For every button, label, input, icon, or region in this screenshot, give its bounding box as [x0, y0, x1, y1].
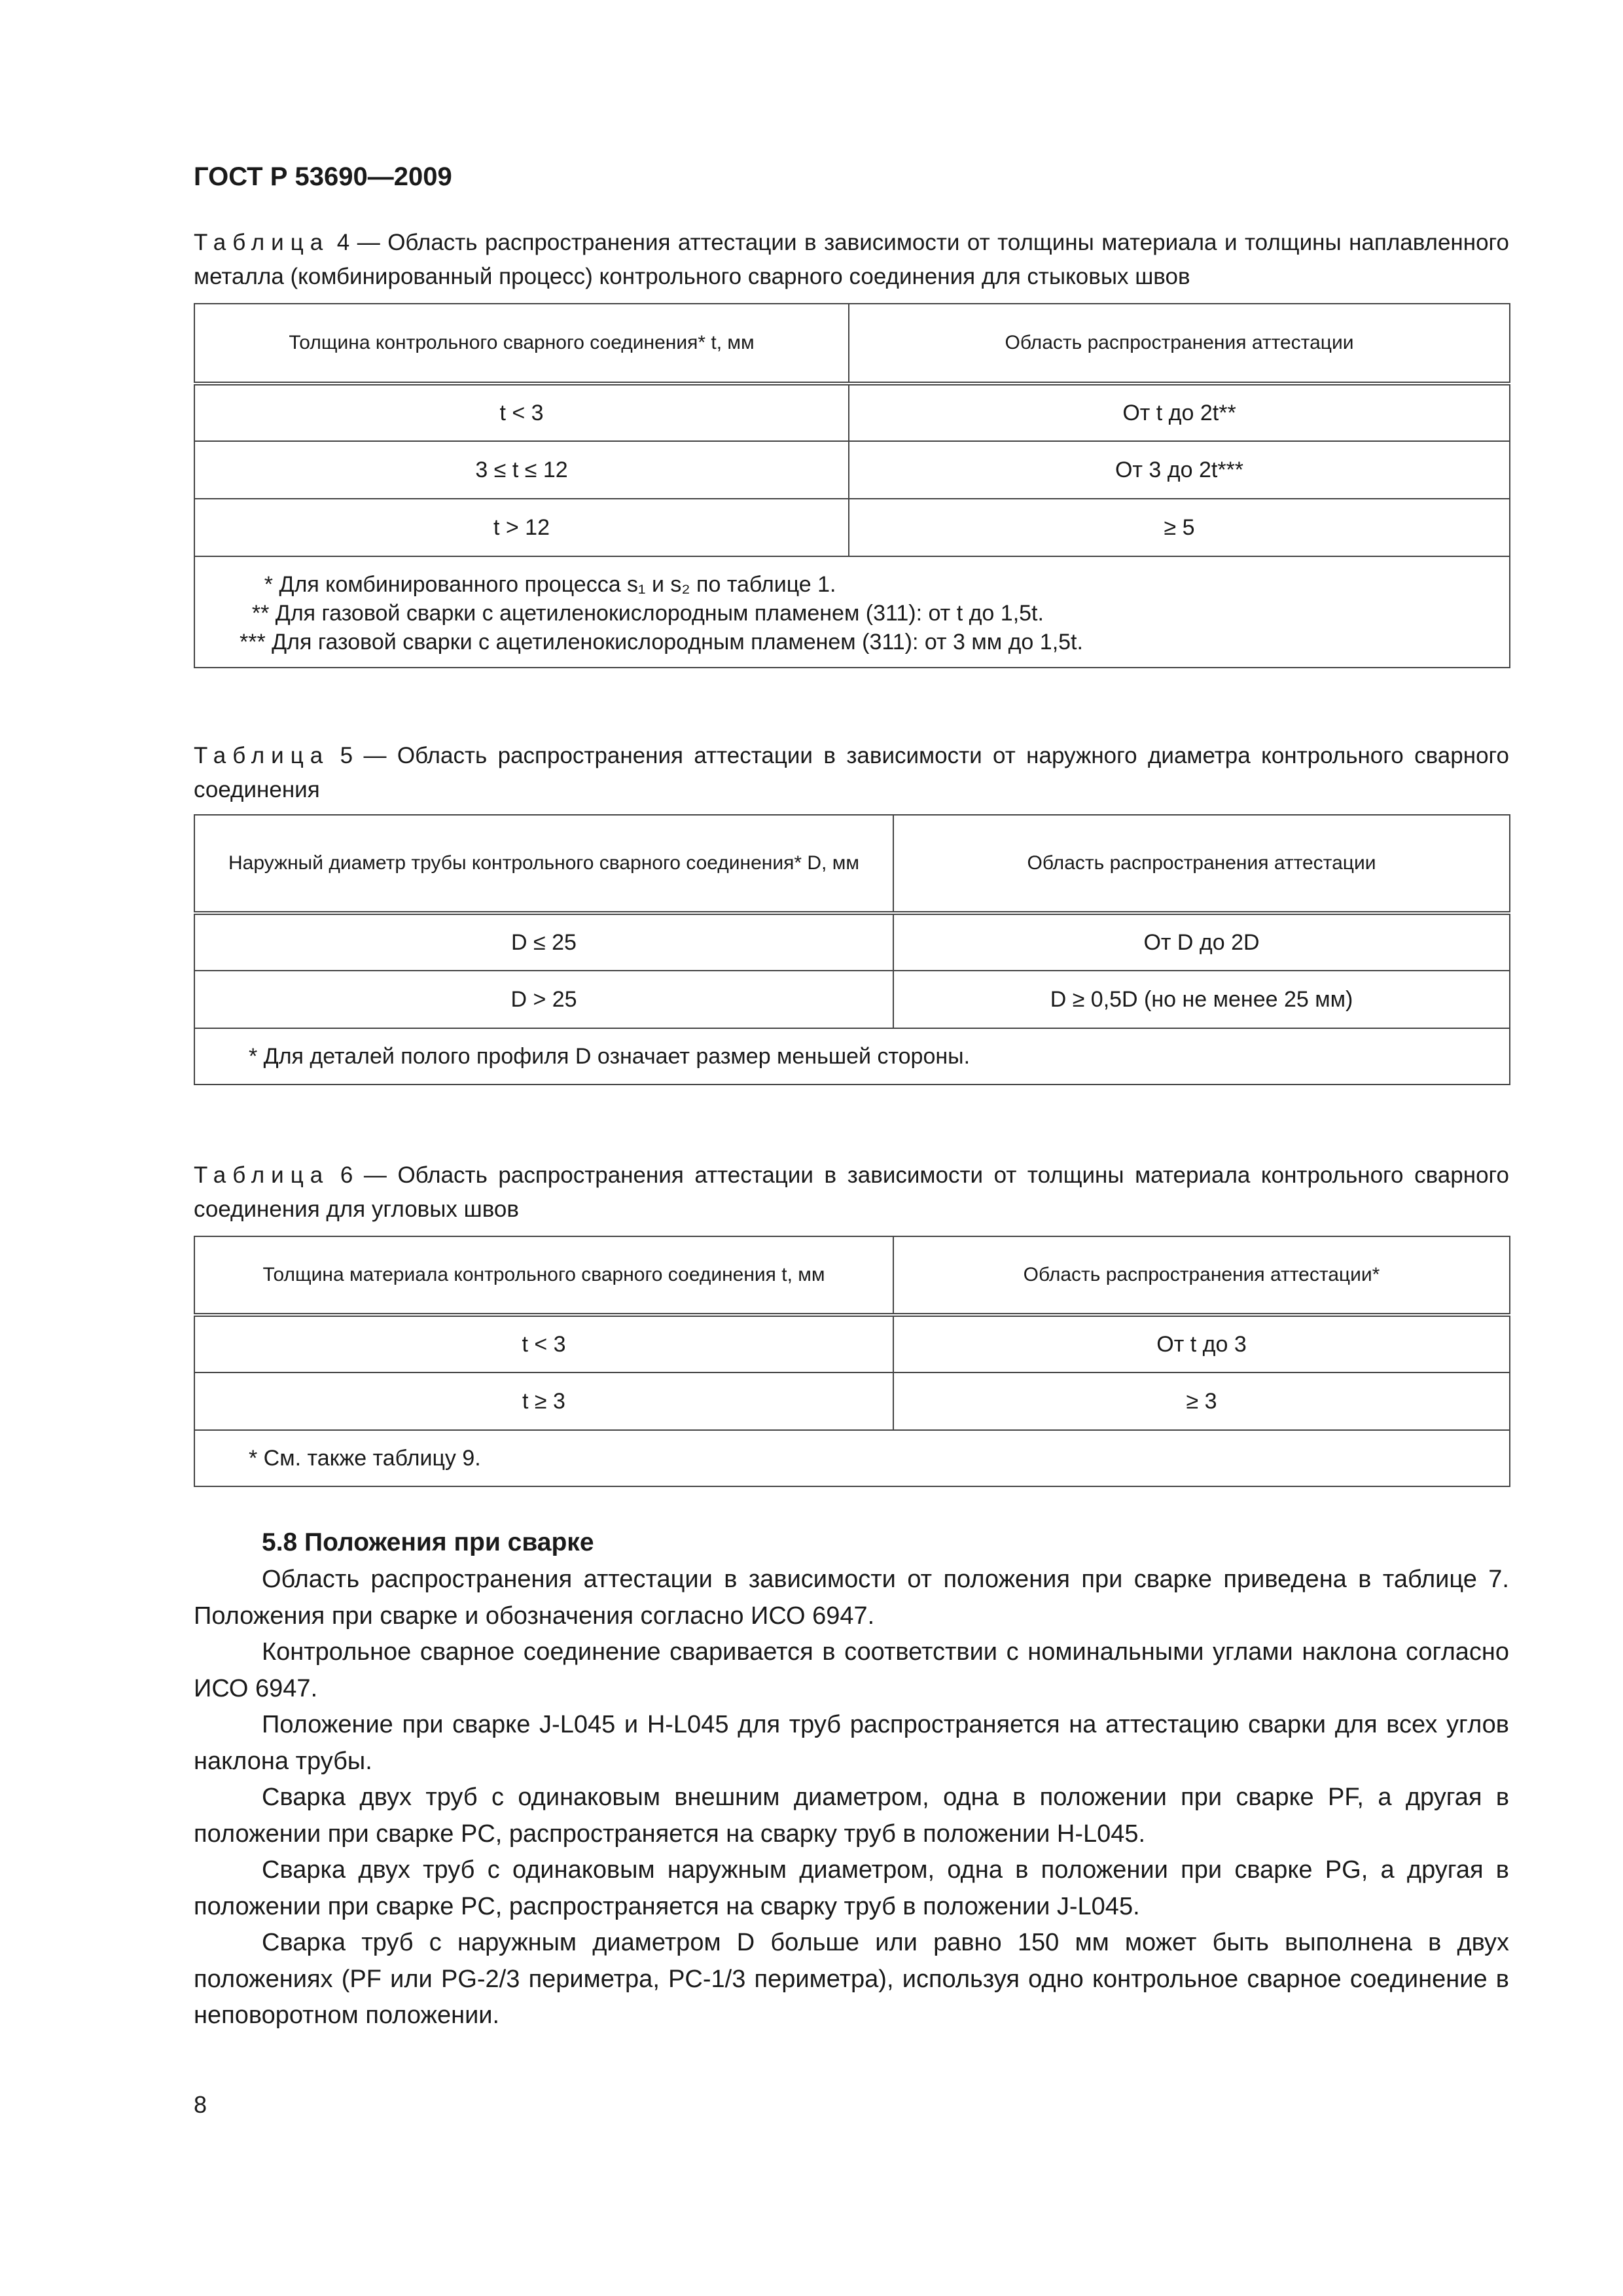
- document-header: ГОСТ Р 53690—2009: [194, 162, 452, 191]
- table4-caption: [194, 226, 1509, 294]
- table-row: [194, 499, 1510, 556]
- table-row: [194, 913, 1510, 971]
- paragraph: Сварка двух труб с одинаковым внешним диаметром, одна в положении при сварке PF, а другая в положении при сварке PC, распространяется на сварку труб в положении H-L045.: [194, 1784, 1509, 1848]
- table6-col2-header: Область распространения аттестации*: [893, 1236, 1510, 1315]
- table4: [194, 303, 1510, 668]
- table6-footnotes-row: [194, 1430, 1510, 1486]
- paragraph: Сварка двух труб с одинаковым наружным диаметром, одна в положении при сварке PG, а другая в положении при сварке PC, распространяется на сварку труб в положении J-L045.: [194, 1856, 1509, 1920]
- table-cell: t < 3: [194, 384, 849, 441]
- table-row: [194, 384, 1510, 441]
- table-cell: t > 12: [194, 499, 849, 556]
- table-cell: ≥ 3: [893, 1372, 1510, 1430]
- paragraph: Область распространения аттестации в зависимости от положения при сварке приведена в таблице 7. Положения при сварке и обозначения согласно ИСО 6947.: [194, 1566, 1509, 1630]
- paragraph: Сварка труб с наружным диаметром D больше или равно 150 мм может быть выполнена в двух положениях (PF или PG-2/3 периметра, PC-1/3 периметра), используя одно контрольное сварное соединение в неповоротном положении.: [194, 1929, 1509, 2029]
- table4-footnotes-row: [194, 556, 1510, 668]
- table4-header-row: [194, 304, 1510, 384]
- footnote: ** Для газовой сварки с ацетиленокислородным пламенем (311): от t до 1,5t.: [240, 601, 1044, 626]
- table6-col1-header: Толщина материала контрольного сварного соединения t, мм: [194, 1236, 893, 1315]
- table5-caption: [194, 739, 1509, 807]
- table5-label: Таблица: [194, 743, 330, 768]
- table4-footnotes: [194, 556, 1510, 668]
- paragraph: Положение при сварке J-L045 и H-L045 для труб распространяется на аттестацию сварки для всех углов наклона трубы.: [194, 1711, 1509, 1775]
- table6-caption-text: 6 — Область распространения аттестации в зависимости от толщины материала контрольного сварного соединения для угловых швов: [194, 1162, 1509, 1222]
- table-cell: t < 3: [194, 1315, 893, 1372]
- footnote: *** Для газовой сварки с ацетиленокислородным пламенем (311): от 3 мм до 1,5t.: [240, 630, 1083, 655]
- table6-caption: [194, 1158, 1509, 1227]
- table-cell: От t до 2t**: [849, 384, 1510, 441]
- paragraph: Контрольное сварное соединение сваривается в соответствии с номинальными углами наклона согласно ИСО 6947.: [194, 1638, 1509, 1702]
- table-row: [194, 1372, 1510, 1430]
- table6-footnotes: [194, 1430, 1510, 1486]
- section-heading: 5.8 Положения при сварке: [262, 1528, 594, 1556]
- table-cell: t ≥ 3: [194, 1372, 893, 1430]
- table5-caption-text: 5 — Область распространения аттестации в зависимости от наружного диаметра контрольного сварного соединения: [194, 743, 1509, 802]
- table-cell: 3 ≤ t ≤ 12: [194, 441, 849, 499]
- table-row: [194, 1315, 1510, 1372]
- table-cell: D > 25: [194, 971, 893, 1028]
- table5-col1-header: Наружный диаметр трубы контрольного сварного соединения* D, мм: [194, 815, 893, 913]
- table4-col1-header: Толщина контрольного сварного соединения* t, мм: [194, 304, 849, 384]
- table-row: [194, 441, 1510, 499]
- table4-caption-text: 4 — Область распространения аттестации в зависимости от толщины материала и толщины наплавленного металла (комбинированный процесс) контрольного сварного соединения для стыковых швов: [194, 230, 1509, 289]
- table-cell: От D до 2D: [893, 913, 1510, 971]
- table-row: [194, 971, 1510, 1028]
- table5-col2-header: Область распространения аттестации: [893, 815, 1510, 913]
- table-cell: D ≥ 0,5D (но не менее 25 мм): [893, 971, 1510, 1028]
- table5: [194, 814, 1510, 1085]
- table6: [194, 1236, 1510, 1487]
- table4-label: Таблица: [194, 230, 330, 255]
- table6-header-row: [194, 1236, 1510, 1315]
- table5-header-row: [194, 815, 1510, 913]
- table5-footnotes-row: [194, 1028, 1510, 1085]
- table4-col2-header: Область распространения аттестации: [849, 304, 1510, 384]
- table-cell: От 3 до 2t***: [849, 441, 1510, 499]
- table6-label: Таблица: [194, 1162, 330, 1188]
- section-5-8: [194, 1524, 1509, 2034]
- table5-footnotes: [194, 1028, 1510, 1085]
- table-cell: От t до 3: [893, 1315, 1510, 1372]
- page-number: 8: [194, 2091, 207, 2118]
- footnote: * Для деталей полого профиля D означает размер меньшей стороны.: [249, 1044, 971, 1069]
- footnote: * Для комбинированного процесса s₁ и s₂ по таблице 1.: [240, 572, 836, 597]
- table-cell: ≥ 5: [849, 499, 1510, 556]
- footnote: * См. также таблицу 9.: [249, 1446, 481, 1471]
- table-cell: D ≤ 25: [194, 913, 893, 971]
